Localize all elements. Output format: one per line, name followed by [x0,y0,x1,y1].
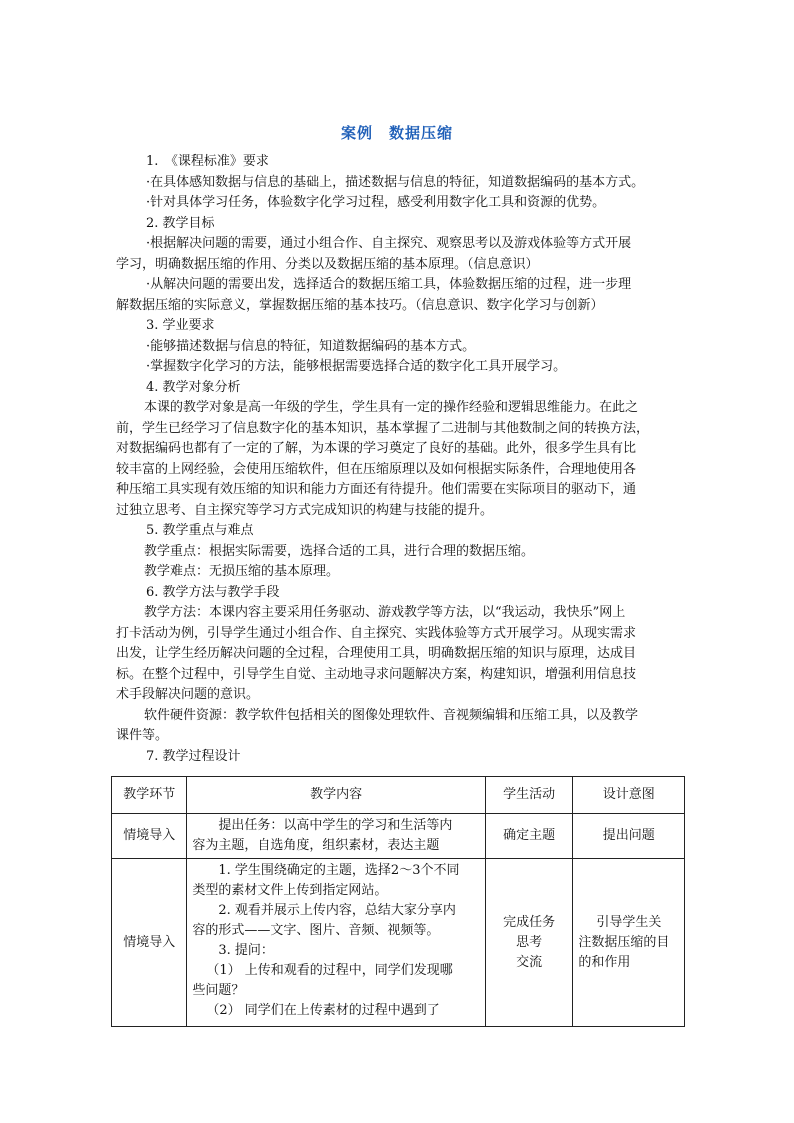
s6-method-line-3: 出发，让学生经历解决问题的全过程，合理使用工具，明确数据压缩的知识与原理，达成目 [116,646,637,661]
s2-p2-line1: ·从解决问题的需要出发，选择适合的数据压缩工具，体验数据压缩的过程，进一步理 [146,277,632,292]
row2-content-line-7: 些问题？ [192,983,245,998]
row2-activity-line-2: 思考 [516,934,543,950]
s4-line-5: 种压缩工具实现有效压缩的知识和能力方面还有待提升。他们需要在实际项目的驱动下，通 [116,482,637,497]
s3-bullet-1: ·能够描述数据与信息的特征，知道数据编码的基本方式。 [146,338,476,354]
row2-content-line-8: （2） 同学们在上传素材的过程中遇到了 [206,1003,440,1018]
section-5-heading: 5. 教学重点与难点 [146,523,254,538]
s2-p1-line1: ·根据解决问题的需要，通过小组合作、自主探究、观察思考以及游戏体验等方式开展 [146,236,632,251]
s4-line-2: 前，学生已经学习了信息数字化的基本知识，基本掌握了二进制与其他数制之间的转换方法， [116,420,650,436]
row2-content-line-5: 3. 提问： [218,943,274,958]
row2-activity-line-3: 交流 [516,954,543,970]
s4-line-4: 较丰富的上网经验，会使用压缩软件，但在压缩原理以及如何根据实际条件，合理地使用各 [116,461,637,477]
header-intent: 设计意图 [573,777,685,814]
s3-bullet-2: ·掌握数字化学习的方法，能够根据需要选择合适的数字化工具开展学习。 [146,359,567,374]
section-4-heading: 4. 教学对象分析 [146,379,241,395]
row1-content [187,814,486,859]
document-body [116,152,686,767]
table-row [112,859,685,1027]
row2-intent [573,859,685,1027]
row2-activity [485,859,572,1027]
row2-content [187,859,486,1027]
section-7-heading: 7. 教学过程设计 [146,748,241,764]
s1-bullet-1: ·在具体感知数据与信息的基础上，描述数据与信息的特征，知道数据编码的基本方式。 [146,174,645,190]
section-3-heading: 3. 学业要求 [146,318,215,333]
section-1-heading: 1. 《课程标准》要求 [146,154,269,169]
s6-resources-line-1: 软件硬件资源：教学软件包括相关的图像处理软件、音视频编辑和压缩工具，以及教学 [144,707,639,723]
table-row [112,814,685,859]
row2-stage: 情境导入 [112,859,187,1027]
s1-bullet-2: ·针对具体学习任务，体验数字化学习过程，感受利用数字化工具和资源的优势。 [146,195,606,210]
s4-line-1: 本课的教学对象是高一年级的学生，学生具有一定的操作经验和逻辑思维能力。在此之 [144,400,639,415]
header-activity: 学生活动 [485,777,572,814]
section-6-heading: 6. 教学方法与教学手段 [146,584,280,600]
s4-line-6: 过独立思考、自主探究等学习方式完成知识的构建与技能的提升。 [116,502,494,518]
row2-content-line-3: 2. 观看并展示上传内容，总结大家分享内 [218,903,456,918]
header-content: 教学内容 [187,777,486,814]
s6-method-line-1: 教学方法：本课内容主要采用任务驱动、游戏教学等方法，以“我运动，我快乐”网上 [144,605,626,620]
row2-content-line-6: （1） 上传和观看的过程中，同学们发现哪 [206,963,453,978]
row2-intent-line-1: 引导学生关 [596,914,662,930]
row1-stage: 情境导入 [112,814,187,859]
row2-content-line-1: 1. 学生围绕确定的主题，选择2～3个不同 [218,863,460,878]
section-2-heading: 2. 教学目标 [146,215,215,231]
s6-method-line-2: 打卡活动为例，引导学生通过小组合作、自主探究、实践体验等方式开展学习。从现实需求 [116,625,637,641]
s6-method-line-4: 标。在整个过程中，引导学生自觉、主动地寻求问题解决方案，构建知识，增强利用信息技 [116,666,637,682]
row1-content-line-2: 容为主题，自选角度，组织素材，表达主题 [192,838,440,853]
table-header-row [112,777,685,814]
s6-resources-line-2: 课件等。 [116,728,169,743]
row2-content-line-2: 类型的素材文件上传到指定网站。 [192,883,388,898]
row2-content-line-4: 容的形式——文字、图片、音频、视频等。 [192,923,440,938]
s5-key-point: 教学重点：根据实际需要，选择合适的工具，进行合理的数据压缩。 [144,543,535,559]
s4-line-3: 对数据编码也都有了一定的了解，为本课的学习奠定了良好的基础。此外，很多学生具有比 [116,441,637,456]
page-title: 案例 数据压缩 [340,124,453,142]
s2-p2-line2: 解数据压缩的实际意义，掌握数据压缩的基本技巧。（信息意识、数字化学习与创新） [116,297,604,313]
row2-intent-line-3: 的和作用 [578,954,631,970]
row2-activity-line-1: 完成任务 [503,914,556,930]
teaching-process-table [111,776,685,1027]
s2-p1-line2: 学习，明确数据压缩的作用、分类以及数据压缩的基本原理。（信息意识） [116,256,539,272]
s5-difficult-point: 教学难点：无损压缩的基本原理。 [144,564,340,579]
row1-intent: 提出问题 [573,814,685,859]
row2-intent-line-2: 注数据压缩的目 [578,934,670,950]
row1-activity: 确定主题 [485,814,572,859]
header-stage: 教学环节 [112,777,187,814]
s6-method-line-5: 术手段解决问题的意识。 [116,687,260,702]
row1-content-line-1: 提出任务：以高中学生的学习和生活等内 [218,818,453,833]
